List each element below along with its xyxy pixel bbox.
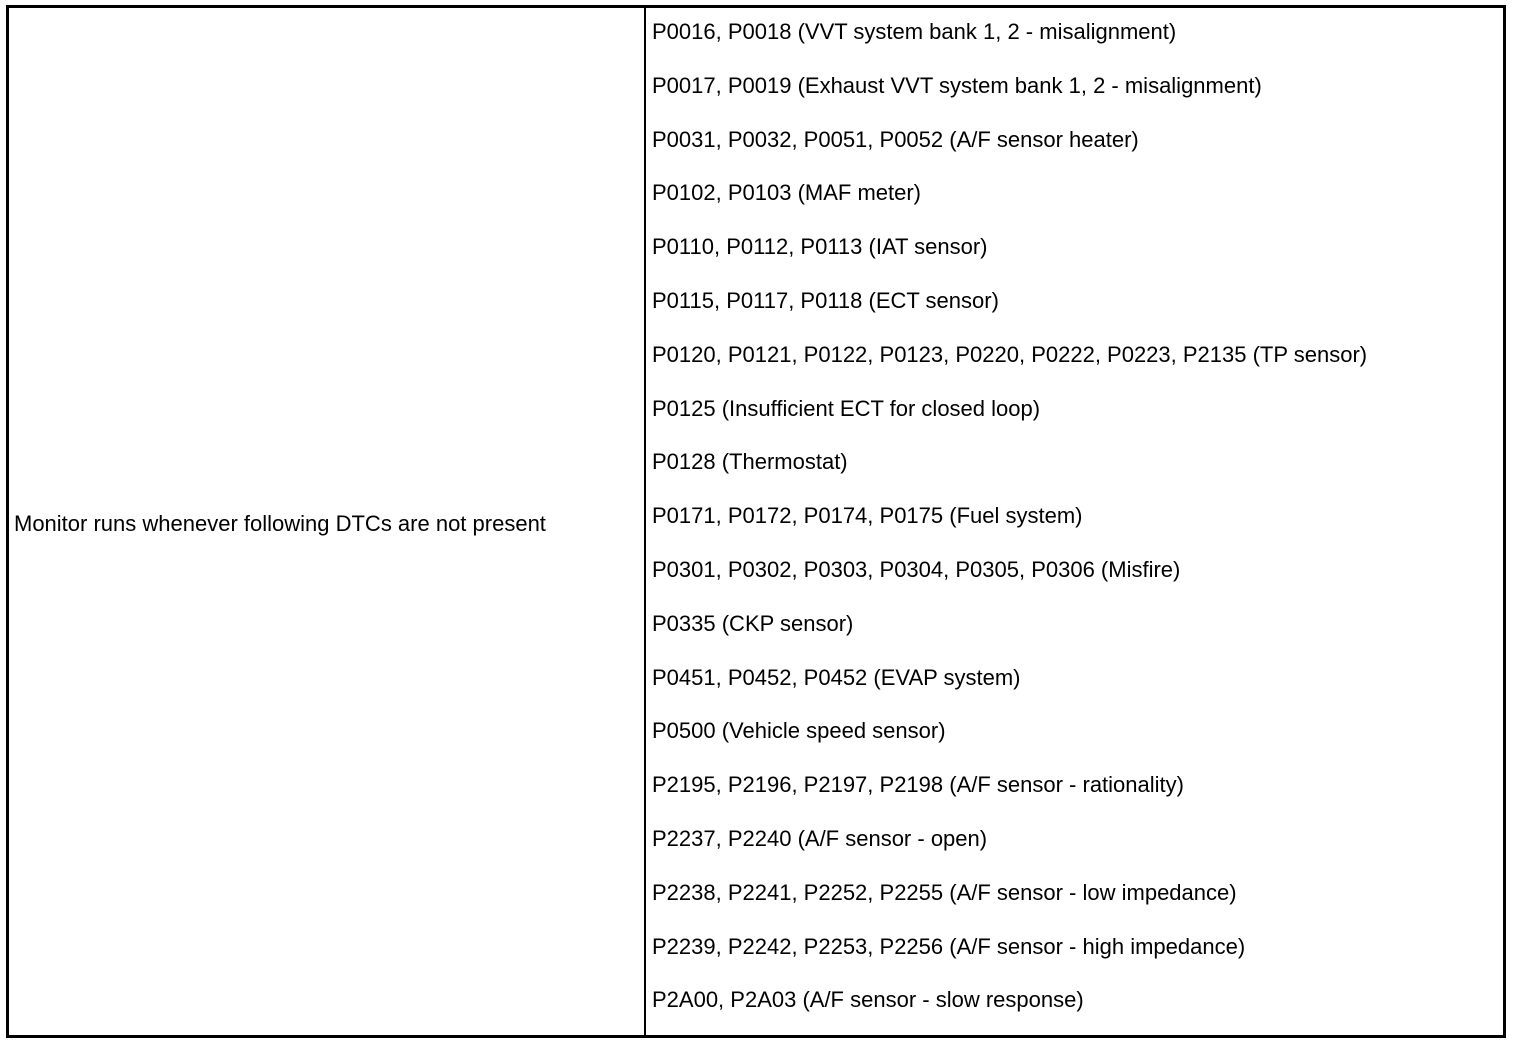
dtc-line: P0500 (Vehicle speed sensor) xyxy=(652,718,946,744)
dtc-list-cell xyxy=(646,8,1503,1035)
dtc-line: P2238, P2241, P2252, P2255 (A/F sensor - low impedance) xyxy=(652,879,1237,905)
condition-label: Monitor runs whenever following DTCs are not present xyxy=(14,510,546,536)
dtc-line: P0016, P0018 (VVT system bank 1, 2 - misalignment) xyxy=(652,19,1177,44)
dtc-line: P0451, P0452, P0452 (EVAP system) xyxy=(652,664,1021,690)
dtc-line: P0335 (CKP sensor) xyxy=(652,610,854,636)
dtc-line: P0110, P0112, P0113 (IAT sensor) xyxy=(652,234,988,260)
dtc-line: P0171, P0172, P0174, P0175 (Fuel system) xyxy=(652,503,1083,529)
dtc-line: P2239, P2242, P2253, P2256 (A/F sensor - high impedance) xyxy=(652,933,1246,959)
dtc-line: P0017, P0019 (Exhaust VVT system bank 1, 2 - misalignment) xyxy=(652,72,1262,98)
dtc-line: P0031, P0032, P0051, P0052 (A/F sensor heater) xyxy=(652,126,1139,152)
dtc-line: P2195, P2196, P2197, P2198 (A/F sensor - rationality) xyxy=(652,772,1184,798)
dtc-line: P0125 (Insufficient ECT for closed loop) xyxy=(652,395,1041,421)
dtc-line: P0120, P0121, P0122, P0123, P0220, P0222, P0223, P2135 (TP sensor) xyxy=(652,341,1368,367)
dtc-line: P0301, P0302, P0303, P0304, P0305, P0306 (Misfire) xyxy=(652,556,1181,582)
dtc-line: P0128 (Thermostat) xyxy=(652,449,848,475)
dtc-condition-table xyxy=(6,5,1506,1038)
dtc-line: P2237, P2240 (A/F sensor - open) xyxy=(652,825,988,851)
condition-cell xyxy=(9,8,646,1035)
dtc-line: P0102, P0103 (MAF meter) xyxy=(652,180,922,206)
dtc-line: P2A00, P2A03 (A/F sensor - slow response) xyxy=(652,987,1084,1013)
dtc-line: P0115, P0117, P0118 (ECT sensor) xyxy=(652,287,999,313)
